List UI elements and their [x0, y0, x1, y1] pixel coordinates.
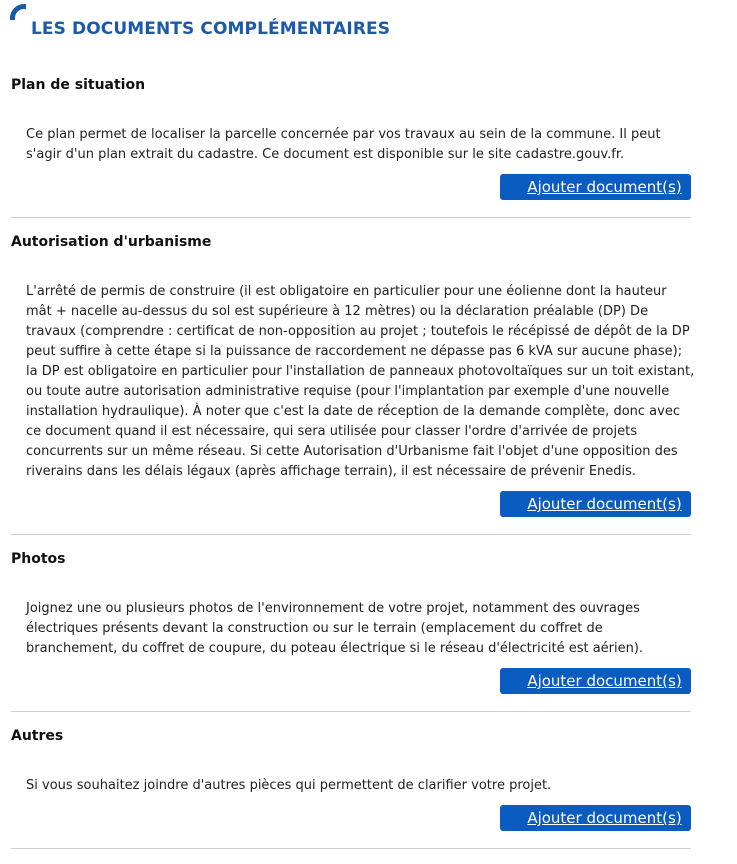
section-description: Joignez une ou plusieurs photos de l'environnement de votre projet, notamment des ouvrages électriques présents devant la construction ou sur le terrain (emplacement du coffret de branchement, du coffret de coupure, du poteau électrique si le réseau d'électricité est aérien). [26, 601, 644, 656]
add-document-button[interactable]: Ajouter document(s) [500, 491, 691, 517]
section-description: Ce plan permet de localiser la parcelle concernée par vos travaux au sein de la commune. Il peut s'agir d'un plan extrait du cadastre. Ce document est disponible sur le site cadastre.gouv.fr. [26, 127, 661, 162]
add-document-button[interactable]: Ajouter document(s) [500, 805, 691, 831]
add-document-button[interactable]: Ajouter document(s) [500, 174, 691, 200]
section-heading: Photos [11, 551, 66, 567]
divider [11, 848, 691, 849]
divider [11, 534, 691, 535]
divider [11, 217, 691, 218]
section-heading: Plan de situation [11, 77, 146, 93]
section-autres [0, 726, 737, 849]
corner-bracket-icon [10, 4, 26, 20]
section-autorisation-urbanisme [0, 232, 737, 535]
section-plan-de-situation [0, 75, 737, 218]
add-document-button[interactable]: Ajouter document(s) [500, 668, 691, 694]
page-title: LES DOCUMENTS COMPLÉMENTAIRES [31, 19, 391, 39]
section-photos [0, 549, 737, 712]
divider [11, 711, 691, 712]
section-description: L'arrêté de permis de construire (il est obligatoire en particulier pour une éolienne dont la hauteur mât + nacelle au-dessus du sol est supérieure à 12 mètres) ou la déclaration préalable (DP) De travaux (comprendre : certificat de non-opposition au projet ; toutefois le récépissé de dépôt de la DP peut suffire à cette étape si la puissance de raccordement ne dépasse pas 6 kVA sur aucune phase); la DP est obligatoire en particulier pour l'installation de panneaux photovoltaïques sur un toit existant, ou toute autre autorisation administrative requise (pour l'implantation par exemple d'une nouvelle installation hydraulique). À noter que c'est la date de réception de la demande complète, donc avec ce document quand il est nécessaire, qui sera utilisée pour classer l'ordre d'arrivée de projets concurrents sur un même réseau. Si cette Autorisation d'Urbanisme fait l'objet d'une opposition des riverains dans les délais légaux (après affichage terrain), il est nécessaire de prévenir Enedis. [26, 284, 695, 479]
section-description: Si vous souhaitez joindre d'autres pièces qui permettent de clarifier votre projet. [26, 778, 552, 793]
documents-list [0, 75, 737, 863]
section-heading: Autres [11, 728, 64, 744]
section-heading: Autorisation d'urbanisme [11, 234, 212, 250]
